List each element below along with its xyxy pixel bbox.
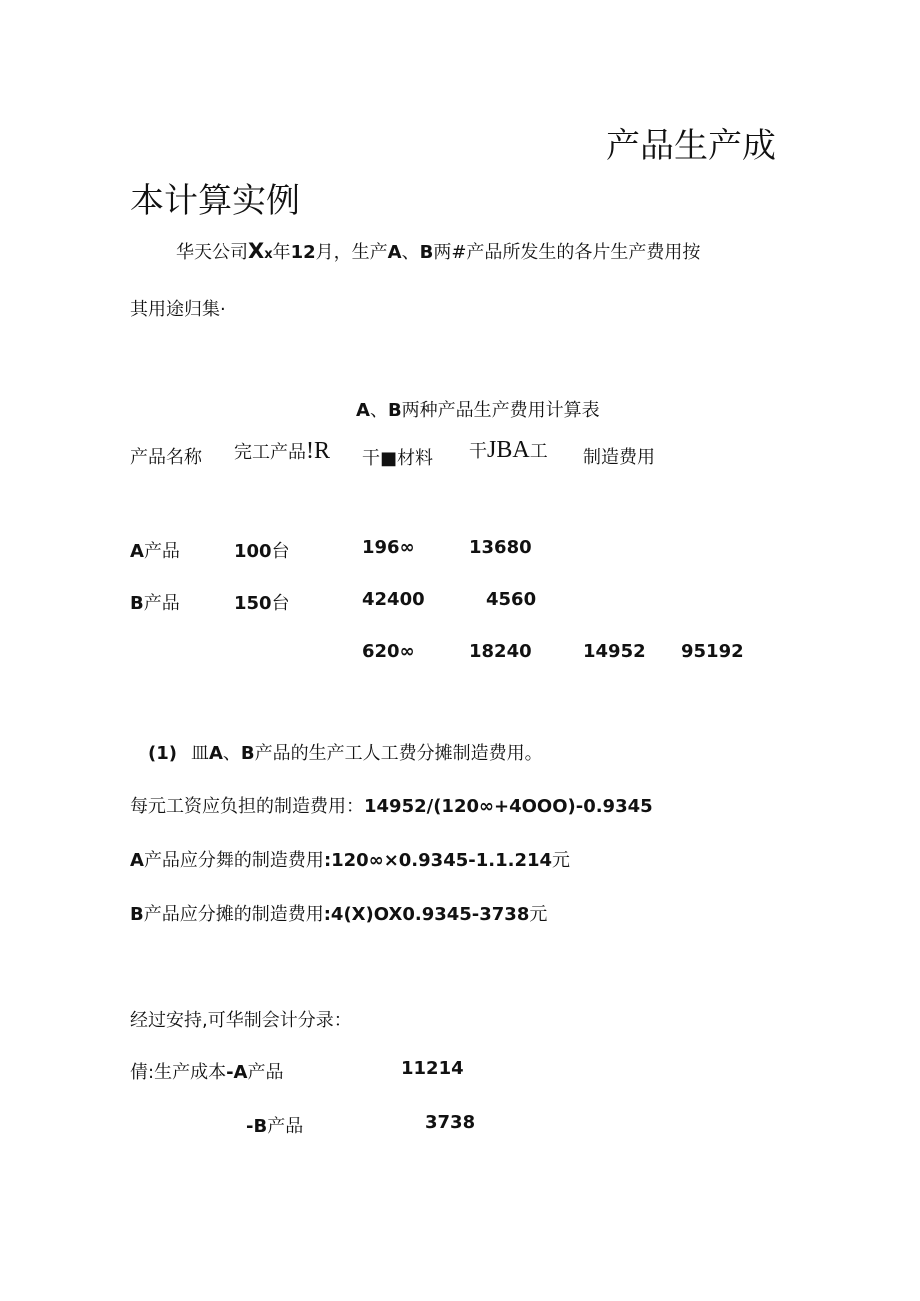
table-row-b-name [130,589,180,615]
table-row-a-name [130,537,180,563]
intro-year-x: X [248,239,265,263]
allocation-b [130,900,547,926]
row-b-qty-num: 150 [234,593,272,614]
caption-a: A [356,400,370,421]
intro-product-b: B [419,242,434,263]
intro-sep: 、 [401,242,420,263]
allocation-a [130,846,570,872]
row-b-letter: B [130,593,144,614]
allocation-rate [130,792,653,818]
intro-month: 12 [290,242,316,263]
entry-sub-b [246,1112,303,1138]
table-caption [356,396,600,422]
caption-sep: 、 [369,400,388,421]
page-title-line1: 产品生产成 [606,126,776,166]
header-overhead: 制造费用 [583,447,655,468]
step-sep: 、 [222,743,241,764]
alloc-a-letter: A [130,850,144,871]
header-quantity-suffix: !R [306,438,330,464]
total-overhead: 14952 [583,641,646,662]
entry-debit [130,1058,283,1084]
total-sum: 95192 [681,641,744,662]
header-quantity-text: 完工产品 [234,442,306,463]
debit-sub-a: -A [226,1062,248,1083]
header-labor-prefix: 干 [469,441,487,462]
step-prefix: 皿 [190,743,209,764]
step-number: (1) [148,743,177,764]
alloc-a-label: 产品应分舞的制造费用 [143,850,324,871]
alloc-b-value: :4(X)OX0.9345-3738 [323,904,530,925]
page-title-line2: 本计算实例 [130,181,300,221]
debit-account: 倩:生产成本 [130,1062,227,1083]
row-a-qty-num: 100 [234,541,272,562]
total-labor: 18240 [469,641,532,662]
alloc-a-unit: 元 [552,850,571,871]
alloc-b-unit: 元 [529,904,548,925]
step-product-a: A [208,743,223,764]
intro-year-label: 年 [272,242,291,263]
entry-sub-amount: 3738 [425,1112,476,1133]
allocation-step-1 [148,739,543,765]
header-quantity [234,438,330,465]
alloc-b-letter: B [130,904,144,925]
row-a-label: 产品 [143,541,180,562]
intro-line-2: 其用途归集· [130,299,226,320]
table-row-b-labor: 4560 [486,589,537,610]
header-material: 干■材料 [362,448,434,469]
intro-rest: 两#产品所发生的各片生产费用按 [433,242,701,263]
table-row-a-material: 196∞ [362,537,415,558]
intro-company: 华天公司 [176,242,248,263]
row-a-qty-unit: 台 [271,541,290,562]
alloc-b-label: 产品应分摊的制造费用 [143,904,324,925]
table-row-b-material: 42400 [362,589,425,610]
header-product-name: 产品名称 [130,447,202,468]
intro-month-label: 月，生产 [315,242,388,263]
entry-debit-amount: 11214 [401,1058,464,1079]
row-b-qty-unit: 台 [271,593,290,614]
intro-product-a: A [387,242,402,263]
step-product-b: B [240,743,255,764]
row-b-label: 产品 [143,593,180,614]
alloc-a-value: :120∞×0.9345-1.1.214 [323,850,553,871]
caption-text: 两种产品生产费用计算表 [401,400,600,421]
table-row-a-labor: 13680 [469,537,532,558]
table-row-b-qty [234,589,290,615]
row-a-letter: A [130,541,144,562]
total-material: 620∞ [362,641,415,662]
intro-year-x-small: x [264,247,273,262]
rate-value: 14952/(120∞+4OOO)-0.9345 [364,796,653,817]
header-labor [469,437,548,464]
step-text: 产品的生产工人工费分摊制造费用。 [254,743,543,764]
sub-b-prefix: -B [246,1116,268,1137]
rate-label: 每元工资应负担的制造费用： [130,796,364,817]
debit-product: 产品 [247,1062,284,1083]
table-row-a-qty [234,537,290,563]
header-labor-suffix: 工 [529,441,548,462]
entry-intro: 经过安持,可华制会计分录： [130,1010,352,1031]
caption-b: B [387,400,402,421]
intro-line-1 [176,238,700,264]
sub-b-product: 产品 [267,1116,304,1137]
header-labor-garbled: JBA [487,437,530,463]
